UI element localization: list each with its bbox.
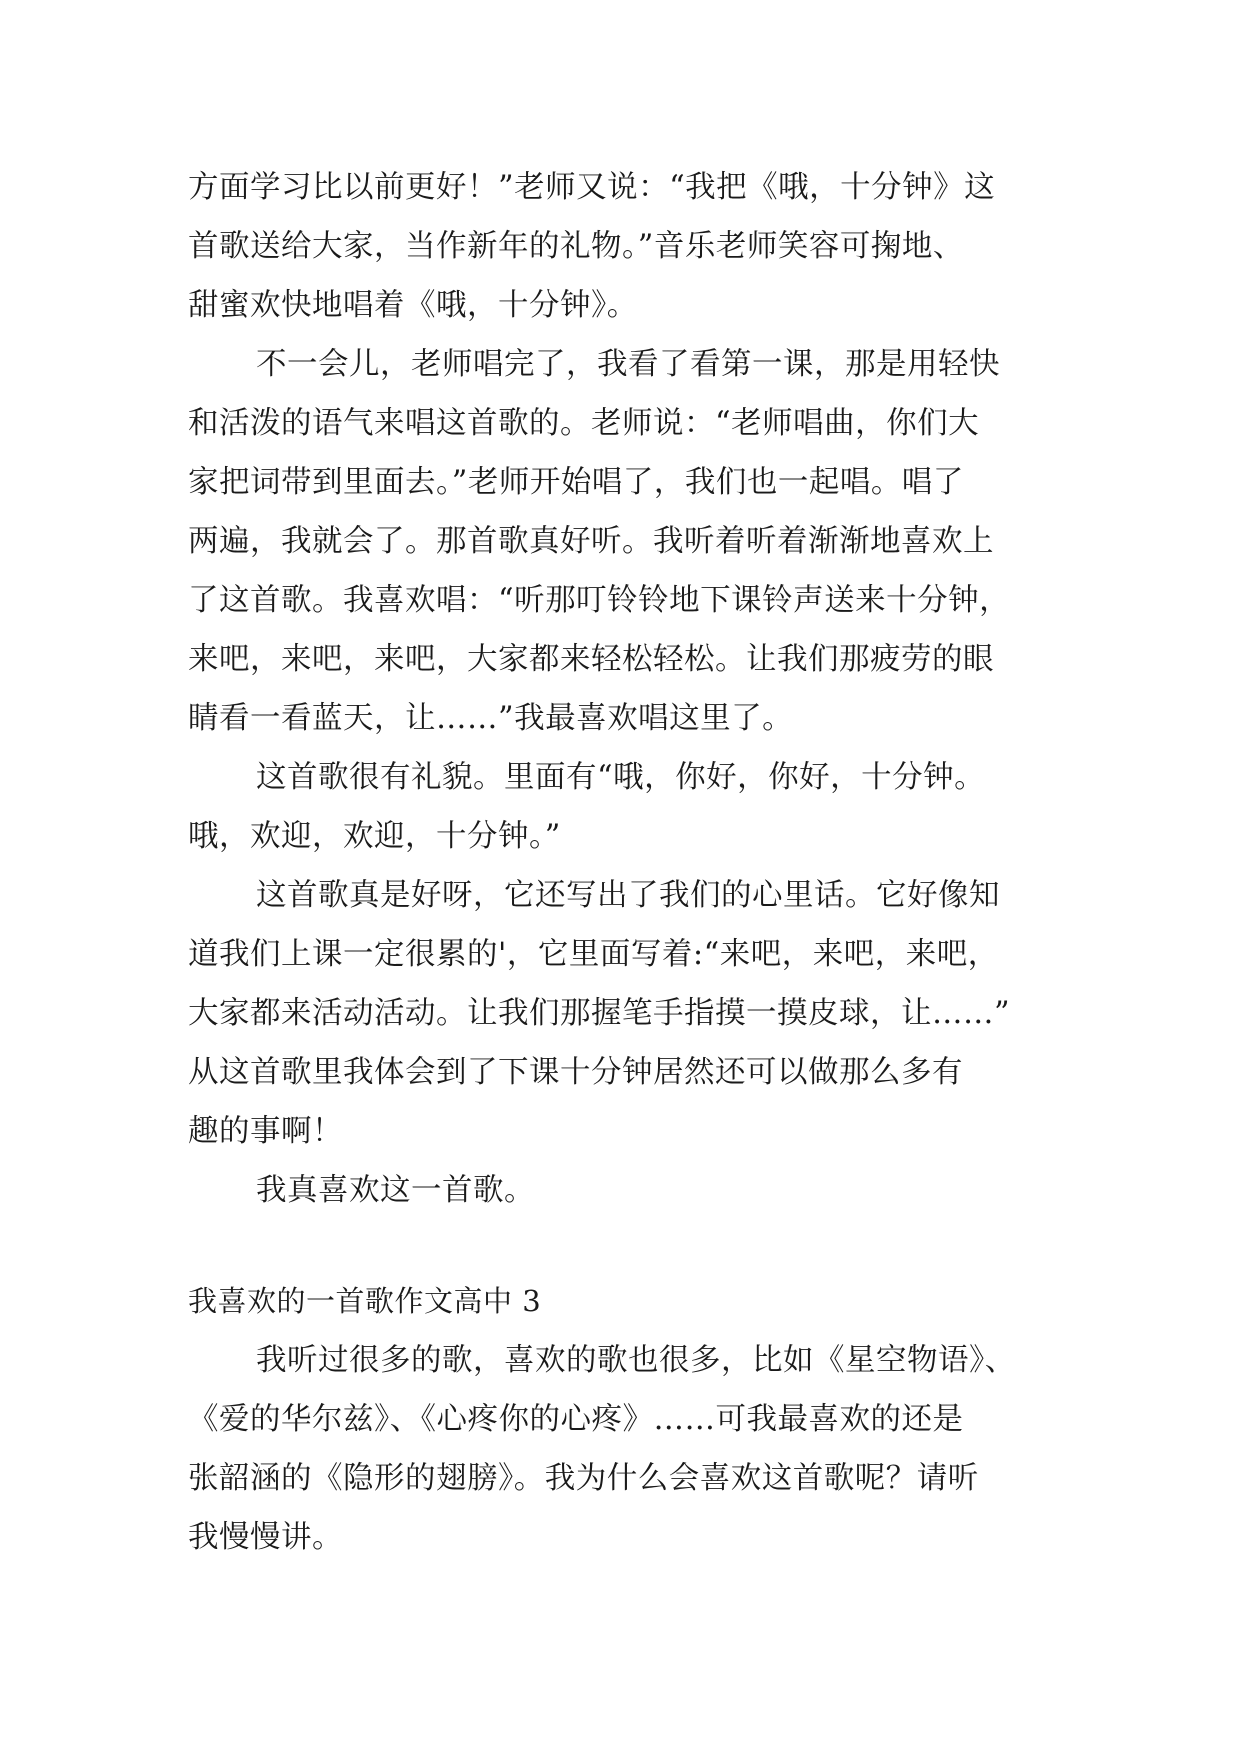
text-line: 《爱的华尔兹》、《心疼你的心疼》……可我最喜欢的还是 bbox=[188, 1402, 964, 1437]
text-line: 方面学习比以前更好！”老师又说：“我把《哦，十分钟》这 bbox=[188, 170, 996, 205]
paragraph bbox=[188, 158, 1078, 335]
text-line: 睛看一看蓝天，让……”我最喜欢唱这里了。 bbox=[188, 701, 794, 736]
paragraph bbox=[188, 1331, 1078, 1567]
text-line: 我真喜欢这一首歌。 bbox=[256, 1173, 535, 1208]
text-line: 这首歌很有礼貌。里面有“哦，你好，你好，十分钟。 bbox=[256, 760, 986, 795]
text-line: 我听过很多的歌，喜欢的歌也很多，比如《星空物语》、 bbox=[256, 1343, 1016, 1378]
paragraph bbox=[188, 1161, 1078, 1220]
text-line: 首歌送给大家，当作新年的礼物。”音乐老师笑容可掬地、 bbox=[188, 229, 964, 264]
text-line: 不一会儿，老师唱完了，我看了看第一课，那是用轻快 bbox=[256, 347, 1000, 382]
document-body bbox=[188, 158, 1078, 1567]
text-line: 来吧，来吧，来吧，大家都来轻松轻松。让我们那疲劳的眼 bbox=[188, 642, 994, 677]
text-line: 这首歌真是好呀，它还写出了我们的心里话。它好像知 bbox=[256, 878, 1000, 913]
section-heading: 我喜欢的一首歌作文高中 3 bbox=[188, 1284, 542, 1318]
paragraph bbox=[188, 866, 1078, 1161]
text-line: 了这首歌。我喜欢唱：“听那叮铃铃地下课铃声送来十分钟， bbox=[188, 583, 1011, 618]
paragraph bbox=[188, 335, 1078, 748]
text-line: 和活泼的语气来唱这首歌的。老师说：“老师唱曲，你们大 bbox=[188, 406, 980, 441]
text-line: 哦，欢迎，欢迎，十分钟。” bbox=[188, 819, 561, 854]
text-line: 家把词带到里面去。”老师开始唱了，我们也一起唱。唱了 bbox=[188, 465, 964, 500]
text-line: 大家都来活动活动。让我们那握笔手指摸一摸皮球，让……” bbox=[188, 996, 1011, 1031]
text-line: 甜蜜欢快地唱着《哦，十分钟》。 bbox=[188, 288, 638, 323]
text-line: 道我们上课一定很累的'，它里面写着:“来吧，来吧，来吧， bbox=[188, 937, 999, 972]
paragraph bbox=[188, 748, 1078, 866]
text-line: 趣的事啊！ bbox=[188, 1114, 343, 1149]
text-line: 从这首歌里我体会到了下课十分钟居然还可以做那么多有 bbox=[188, 1055, 963, 1090]
text-line: 我慢慢讲。 bbox=[188, 1520, 343, 1555]
text-line: 张韶涵的《隐形的翅膀》。我为什么会喜欢这首歌呢？请听 bbox=[188, 1461, 979, 1496]
text-line: 两遍，我就会了。那首歌真好听。我听着听着渐渐地喜欢上 bbox=[188, 524, 994, 559]
section-spacer bbox=[188, 1220, 1078, 1272]
